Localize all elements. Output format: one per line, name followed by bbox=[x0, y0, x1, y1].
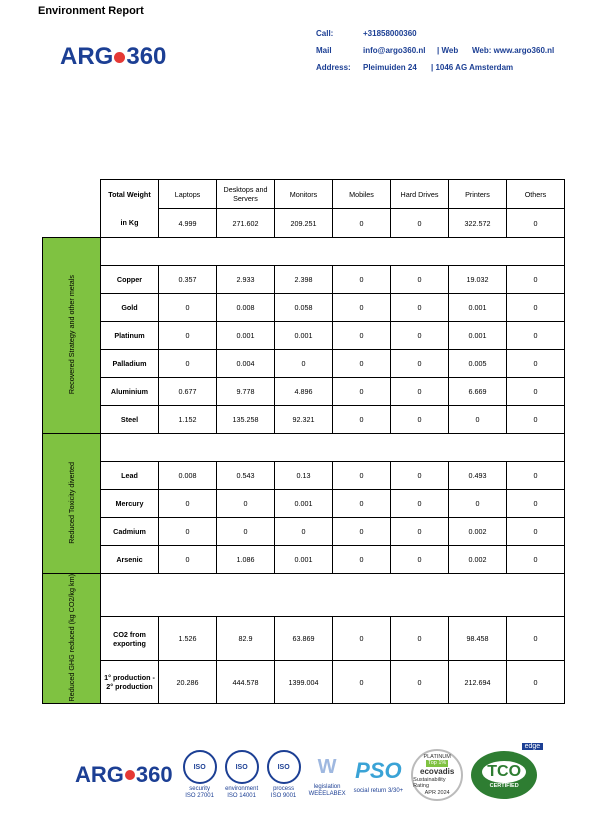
total-cell: 322.572 bbox=[449, 209, 507, 238]
value-cell: 0.001 bbox=[275, 490, 333, 518]
total-weight-label: Total Weight bbox=[101, 180, 159, 209]
ecovadis-sub: Sustainability Rating bbox=[413, 776, 446, 790]
report-title: Environment Report bbox=[38, 5, 144, 17]
value-cell: 19.032 bbox=[449, 266, 507, 294]
value-cell: 63.869 bbox=[275, 617, 333, 660]
value-cell: 0 bbox=[449, 406, 507, 434]
footer-certifications bbox=[75, 745, 555, 805]
ecovadis-date: APR 2024 bbox=[424, 789, 450, 796]
value-cell: 0 bbox=[333, 518, 391, 546]
cert-caption: legislation bbox=[313, 784, 341, 791]
value-cell: 444.578 bbox=[217, 660, 275, 704]
header-row bbox=[43, 180, 565, 209]
footer-logo-dot-icon bbox=[125, 770, 135, 780]
table-row bbox=[43, 617, 565, 660]
value-cell: 0 bbox=[507, 378, 565, 406]
column-header: Desktops and Servers bbox=[217, 180, 275, 209]
row-label: Arsenic bbox=[101, 546, 159, 574]
blank-corner bbox=[43, 180, 101, 209]
logo-text-right: 360 bbox=[126, 43, 167, 70]
column-header: Hard Drives bbox=[391, 180, 449, 209]
section-label-text: Reduced GHG reduced (kg CO2/kg km) bbox=[67, 574, 76, 702]
column-header: Laptops bbox=[159, 180, 217, 209]
cert-weeelabex bbox=[309, 752, 346, 798]
value-cell: 0 bbox=[333, 660, 391, 704]
value-cell: 92.321 bbox=[275, 406, 333, 434]
table-row bbox=[43, 518, 565, 546]
value-cell: 0 bbox=[333, 266, 391, 294]
value-cell: 0.493 bbox=[449, 462, 507, 490]
value-cell: 2.398 bbox=[275, 266, 333, 294]
value-cell: 0 bbox=[507, 294, 565, 322]
cert-caption: process bbox=[273, 786, 295, 793]
value-cell: 0 bbox=[391, 378, 449, 406]
section-spacer-row bbox=[43, 574, 565, 617]
value-cell: 0 bbox=[333, 490, 391, 518]
pso-text: PSO bbox=[355, 757, 402, 783]
row-label: Platinum bbox=[101, 322, 159, 350]
row-label: 1° production - 2° production bbox=[101, 660, 159, 704]
call-value[interactable]: +31858000360 bbox=[363, 29, 417, 38]
row-label: Palladium bbox=[101, 350, 159, 378]
value-cell: 0 bbox=[507, 546, 565, 574]
table-row bbox=[43, 322, 565, 350]
value-cell: 135.258 bbox=[217, 406, 275, 434]
value-cell: 0 bbox=[333, 617, 391, 660]
row-label: CO2 from exporting bbox=[101, 617, 159, 660]
ecovadis-badge bbox=[411, 749, 463, 801]
section-label bbox=[43, 574, 101, 704]
value-cell: 0 bbox=[159, 518, 217, 546]
value-cell: 0 bbox=[333, 546, 391, 574]
table-row bbox=[43, 378, 565, 406]
total-weight-unit: in Kg bbox=[101, 209, 159, 238]
value-cell: 0 bbox=[159, 490, 217, 518]
value-cell: 0 bbox=[391, 350, 449, 378]
section-label bbox=[43, 238, 101, 434]
value-cell: 0 bbox=[159, 322, 217, 350]
table-row bbox=[43, 462, 565, 490]
footer-argo360-logo bbox=[75, 762, 173, 788]
web-value[interactable]: Web: www.argo360.nl bbox=[472, 46, 555, 55]
value-cell: 1.526 bbox=[159, 617, 217, 660]
value-cell: 0.008 bbox=[217, 294, 275, 322]
call-label: Call: bbox=[316, 29, 334, 38]
value-cell: 0 bbox=[333, 406, 391, 434]
value-cell: 0 bbox=[391, 266, 449, 294]
total-cell: 0 bbox=[507, 209, 565, 238]
value-cell: 0 bbox=[391, 322, 449, 350]
ecovadis-name: ecovadis bbox=[420, 766, 455, 776]
section-spacer bbox=[101, 574, 565, 617]
value-cell: 0 bbox=[333, 294, 391, 322]
value-cell: 0 bbox=[391, 660, 449, 704]
logo-text-left: ARG bbox=[60, 43, 114, 70]
value-cell: 1399.004 bbox=[275, 660, 333, 704]
cert-iso27001 bbox=[183, 750, 217, 800]
cert-caption: environment bbox=[225, 786, 259, 793]
footer-logo-text-right: 360 bbox=[135, 762, 173, 787]
value-cell: 0 bbox=[159, 294, 217, 322]
ecovadis-medal-icon bbox=[411, 749, 463, 801]
value-cell: 212.694 bbox=[449, 660, 507, 704]
value-cell: 0 bbox=[507, 350, 565, 378]
value-cell: 1.086 bbox=[217, 546, 275, 574]
column-header: Others bbox=[507, 180, 565, 209]
value-cell: 9.778 bbox=[217, 378, 275, 406]
cert-caption: security bbox=[189, 786, 210, 793]
table-row bbox=[43, 546, 565, 574]
value-cell: 0 bbox=[449, 490, 507, 518]
section-spacer bbox=[101, 434, 565, 462]
value-cell: 0 bbox=[333, 378, 391, 406]
value-cell: 82.9 bbox=[217, 617, 275, 660]
tco-text: TCO bbox=[482, 761, 526, 783]
value-cell: 0 bbox=[217, 518, 275, 546]
iso-seal-icon: ISO bbox=[267, 750, 301, 784]
value-cell: 0 bbox=[507, 322, 565, 350]
value-cell: 0.002 bbox=[449, 518, 507, 546]
value-cell: 2.933 bbox=[217, 266, 275, 294]
total-cell: 0 bbox=[391, 209, 449, 238]
section-label-text: Recovered Strategy and other metals bbox=[67, 274, 76, 395]
value-cell: 0 bbox=[391, 518, 449, 546]
value-cell: 0 bbox=[391, 617, 449, 660]
column-header: Monitors bbox=[275, 180, 333, 209]
environment-table bbox=[42, 179, 565, 704]
blank-corner bbox=[43, 209, 101, 238]
table-row bbox=[43, 406, 565, 434]
value-cell: 0 bbox=[333, 350, 391, 378]
iso-seal-icon: ISO bbox=[183, 750, 217, 784]
value-cell: 0 bbox=[275, 518, 333, 546]
value-cell: 0.001 bbox=[449, 322, 507, 350]
row-label: Lead bbox=[101, 462, 159, 490]
tco-sub: CERTIFIED bbox=[489, 783, 519, 789]
value-cell: 0.004 bbox=[217, 350, 275, 378]
value-cell: 0 bbox=[159, 546, 217, 574]
value-cell: 0 bbox=[507, 266, 565, 294]
cert-standard: ISO 14001 bbox=[227, 793, 256, 799]
row-label: Gold bbox=[101, 294, 159, 322]
value-cell: 4.896 bbox=[275, 378, 333, 406]
value-cell: 0.005 bbox=[449, 350, 507, 378]
ecovadis-level: PLATINUM bbox=[423, 753, 451, 760]
value-cell: 0.543 bbox=[217, 462, 275, 490]
footer-logo-text-left: ARG bbox=[75, 762, 124, 787]
value-cell: 0 bbox=[333, 462, 391, 490]
value-cell: 0 bbox=[507, 462, 565, 490]
value-cell: 0.357 bbox=[159, 266, 217, 294]
value-cell: 0.677 bbox=[159, 378, 217, 406]
logo-dot-icon bbox=[114, 52, 125, 63]
ecovadis-rank: Top 1% bbox=[427, 760, 447, 767]
value-cell: 0.13 bbox=[275, 462, 333, 490]
value-cell: 0 bbox=[507, 490, 565, 518]
table-row bbox=[43, 350, 565, 378]
row-label: Steel bbox=[101, 406, 159, 434]
value-cell: 0 bbox=[507, 617, 565, 660]
weeelabex-w-icon: W bbox=[317, 756, 337, 779]
cert-standard: WEEELABEX bbox=[308, 791, 346, 797]
value-cell: 0 bbox=[507, 518, 565, 546]
argo360-logo bbox=[60, 43, 166, 71]
value-cell: 0.002 bbox=[449, 546, 507, 574]
value-cell: 1.152 bbox=[159, 406, 217, 434]
value-cell: 20.286 bbox=[159, 660, 217, 704]
value-cell: 0 bbox=[333, 322, 391, 350]
table-row bbox=[43, 660, 565, 704]
mail-label: Mail bbox=[316, 46, 332, 55]
row-label: Aluminium bbox=[101, 378, 159, 406]
value-cell: 0 bbox=[391, 406, 449, 434]
total-cell: 271.602 bbox=[217, 209, 275, 238]
row-label: Copper bbox=[101, 266, 159, 294]
cert-iso9001 bbox=[267, 750, 301, 800]
total-cell: 4.999 bbox=[159, 209, 217, 238]
value-cell: 0 bbox=[391, 490, 449, 518]
section-spacer-row bbox=[43, 434, 565, 462]
column-header: Printers bbox=[449, 180, 507, 209]
tco-shield-icon bbox=[471, 751, 537, 799]
value-cell: 0 bbox=[159, 350, 217, 378]
value-cell: 0 bbox=[507, 406, 565, 434]
total-cell: 0 bbox=[333, 209, 391, 238]
total-cell: 209.251 bbox=[275, 209, 333, 238]
address-street: Pleimuiden 24 bbox=[363, 63, 417, 72]
value-cell: 0 bbox=[217, 490, 275, 518]
value-cell: 6.669 bbox=[449, 378, 507, 406]
pso-caption: social return 3/30+ bbox=[353, 787, 404, 794]
mail-value[interactable]: info@argo360.nl bbox=[363, 46, 426, 55]
value-cell: 0 bbox=[275, 350, 333, 378]
section-label-text: Reduced Toxicity diverted bbox=[67, 461, 76, 544]
column-header: Mobiles bbox=[333, 180, 391, 209]
cert-standard: ISO 27001 bbox=[185, 793, 214, 799]
web-separator: | Web bbox=[437, 46, 459, 55]
row-label: Cadmium bbox=[101, 518, 159, 546]
tco-edge-badge: edge bbox=[522, 743, 544, 750]
value-cell: 0 bbox=[391, 462, 449, 490]
value-cell: 0 bbox=[391, 294, 449, 322]
iso-seal-icon: ISO bbox=[225, 750, 259, 784]
table-row bbox=[43, 266, 565, 294]
table-row bbox=[43, 294, 565, 322]
section-spacer bbox=[101, 238, 565, 266]
pso-logo bbox=[354, 756, 404, 795]
totals-row bbox=[43, 209, 565, 238]
section-spacer-row bbox=[43, 238, 565, 266]
value-cell: 98.458 bbox=[449, 617, 507, 660]
address-city: | 1046 AG Amsterdam bbox=[431, 63, 514, 72]
value-cell: 0.058 bbox=[275, 294, 333, 322]
cert-standard: ISO 9001 bbox=[270, 793, 297, 799]
cert-iso14001 bbox=[225, 750, 259, 800]
value-cell: 0 bbox=[507, 660, 565, 704]
value-cell: 0.001 bbox=[275, 322, 333, 350]
value-cell: 0.001 bbox=[275, 546, 333, 574]
value-cell: 0.008 bbox=[159, 462, 217, 490]
value-cell: 0.001 bbox=[217, 322, 275, 350]
row-label: Mercury bbox=[101, 490, 159, 518]
section-label bbox=[43, 434, 101, 574]
table-row bbox=[43, 490, 565, 518]
address-label: Address: bbox=[316, 63, 351, 72]
tco-certified-logo bbox=[471, 743, 541, 799]
value-cell: 0.001 bbox=[449, 294, 507, 322]
value-cell: 0 bbox=[391, 546, 449, 574]
